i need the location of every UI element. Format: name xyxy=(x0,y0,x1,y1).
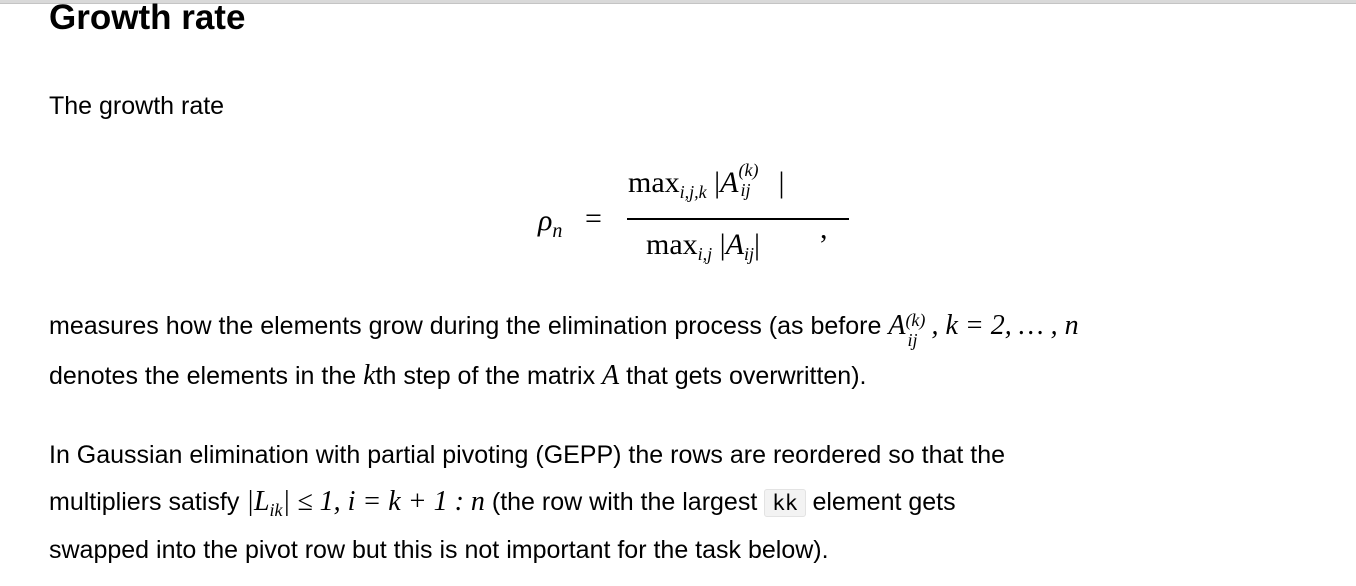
paragraph-1-line-1: measures how the elements grow during the elimination process (as before A (k) ij , k = 2, … , n xyxy=(49,310,1079,350)
intro-text: The growth rate xyxy=(49,92,225,120)
growth-rate-formula xyxy=(530,150,850,270)
formula-lhs: $\rho_n$ xyxy=(538,204,563,242)
formula-equals: = xyxy=(585,202,602,235)
paragraph-1-line-2: denotes the elements in the kth step of the matrix A that gets overwritten). xyxy=(49,360,867,391)
paragraph-2-line-2: multipliers satisfy $|L_{ik}| \le 1$, i = k + 1 : n (the row with the largest kk element gets xyxy=(49,486,956,520)
paragraph-2-line-1: In Gaussian elimination with partial pivoting (GEPP) the rows are reordered so that the xyxy=(49,441,1006,469)
formula-numerator: $\max_{i,j,k} |A$ (k) ij | xyxy=(628,160,785,202)
section-heading: Growth rate xyxy=(49,0,246,37)
paragraph-2-line-3: swapped into the pivot row but this is not important for the task below). xyxy=(49,536,829,564)
inline-code-kk: kk xyxy=(764,489,805,517)
formula-denominator: $\max_{i,j} |A_{ij}|$ xyxy=(646,228,761,264)
fraction-bar xyxy=(627,218,849,220)
formula-comma: , xyxy=(820,212,828,245)
